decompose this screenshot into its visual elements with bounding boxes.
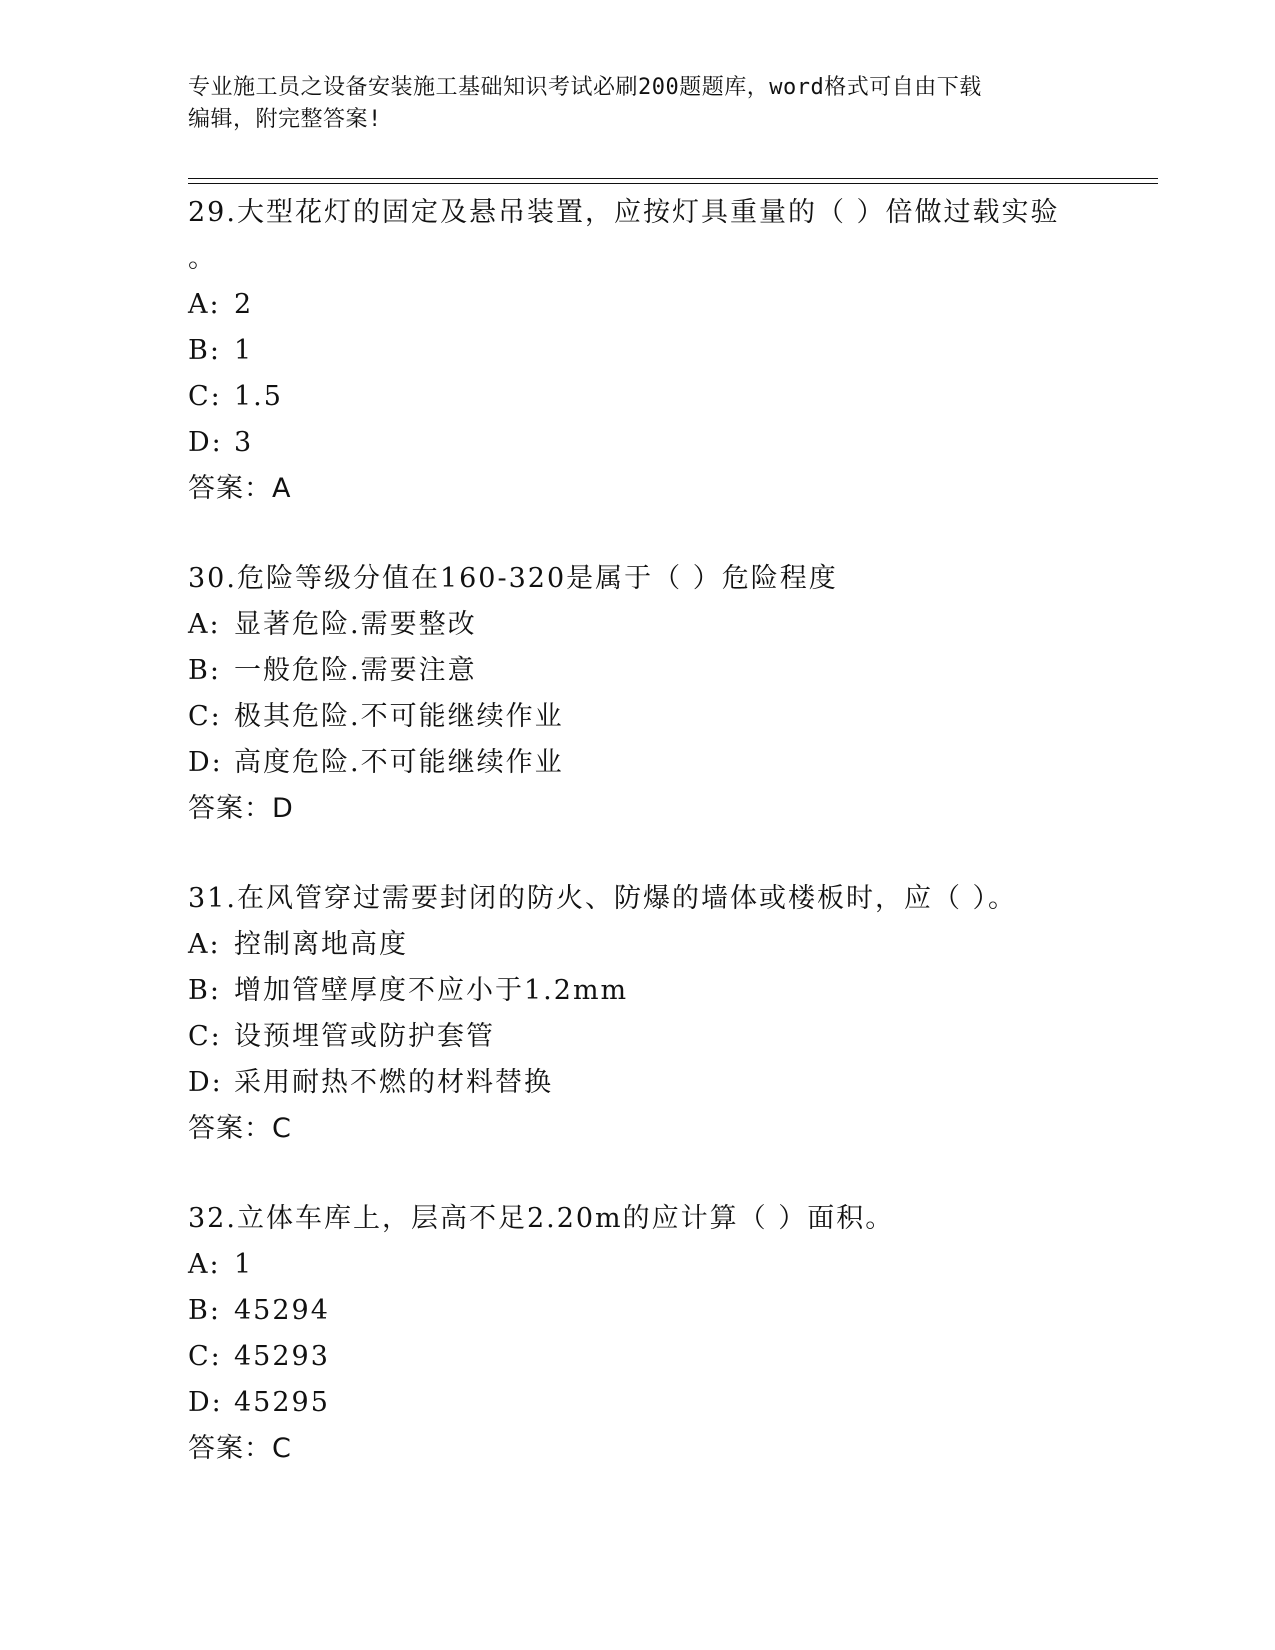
question-stem: 29.大型花灯的固定及悬吊装置，应按灯具重量的（ ）倍做过载实验 (188, 197, 1060, 228)
answer-line: 答案：C (188, 1113, 292, 1144)
question-29 (188, 190, 1148, 512)
option-c (188, 694, 1148, 740)
option-text: 增加管壁厚度不应小于1.2mm (234, 975, 629, 1006)
option-text: 设预埋管或防护套管 (234, 1021, 495, 1052)
option-letter: B: (188, 975, 221, 1006)
option-a (188, 922, 1148, 968)
option-letter: C: (188, 1341, 222, 1372)
option-c (188, 374, 1148, 420)
option-letter: D: (188, 1387, 223, 1418)
option-text: 显著危险.需要整改 (234, 609, 477, 640)
question-stem: 31.在风管穿过需要封闭的防火、防爆的墙体或楼板时，应（ ）。 (188, 883, 1018, 914)
question-list (188, 190, 1148, 1516)
option-d (188, 420, 1148, 466)
option-letter: D: (188, 1067, 223, 1098)
option-letter: D: (188, 747, 223, 778)
option-d (188, 740, 1148, 786)
option-text: 一般危险.需要注意 (234, 655, 477, 686)
answer-line: 答案：D (188, 793, 294, 824)
option-b (188, 328, 1148, 374)
option-letter: B: (188, 335, 221, 366)
option-letter: C: (188, 381, 222, 412)
option-c (188, 1014, 1148, 1060)
option-letter: A: (188, 609, 221, 640)
option-letter: B: (188, 1295, 221, 1326)
question-stem-continuation: 。 (188, 243, 217, 274)
header-divider-bottom (188, 183, 1158, 184)
option-a (188, 1242, 1148, 1288)
option-b (188, 968, 1148, 1014)
answer-line: 答案：A (188, 473, 292, 504)
option-text: 1 (234, 335, 254, 366)
option-text: 高度危险.不可能继续作业 (234, 747, 564, 778)
option-letter: A: (188, 1249, 221, 1280)
answer-line: 答案：C (188, 1433, 292, 1464)
option-text: 采用耐热不燃的材料替换 (234, 1067, 553, 1098)
option-a (188, 282, 1148, 328)
option-text: 1 (234, 1249, 254, 1280)
option-text: 极其危险.不可能继续作业 (234, 701, 564, 732)
option-letter: C: (188, 1021, 222, 1052)
document-header (188, 72, 1088, 136)
question-31 (188, 876, 1148, 1152)
option-text: 45295 (234, 1387, 330, 1418)
option-d (188, 1060, 1148, 1106)
header-title-line-2: 编辑，附完整答案! (188, 107, 382, 132)
option-d (188, 1380, 1148, 1426)
question-32 (188, 1196, 1148, 1472)
option-c (188, 1334, 1148, 1380)
question-30 (188, 556, 1148, 832)
option-letter: B: (188, 655, 221, 686)
header-divider-top (188, 178, 1158, 179)
option-letter: D: (188, 427, 223, 458)
option-b (188, 1288, 1148, 1334)
option-letter: C: (188, 701, 222, 732)
option-text: 45294 (234, 1295, 330, 1326)
option-letter: A: (188, 289, 221, 320)
option-text: 2 (234, 289, 254, 320)
option-letter: A: (188, 929, 221, 960)
option-a (188, 602, 1148, 648)
question-stem: 32.立体车库上，层高不足2.20m的应计算（ ）面积。 (188, 1203, 895, 1234)
option-b (188, 648, 1148, 694)
option-text: 3 (234, 427, 254, 458)
option-text: 控制离地高度 (234, 929, 408, 960)
header-title-line-1: 专业施工员之设备安装施工基础知识考试必刷200题题库，word格式可自由下载 (188, 75, 982, 100)
question-stem: 30.危险等级分值在160-320是属于（ ）危险程度 (188, 563, 838, 594)
option-text: 45293 (234, 1341, 330, 1372)
option-text: 1.5 (234, 381, 283, 412)
